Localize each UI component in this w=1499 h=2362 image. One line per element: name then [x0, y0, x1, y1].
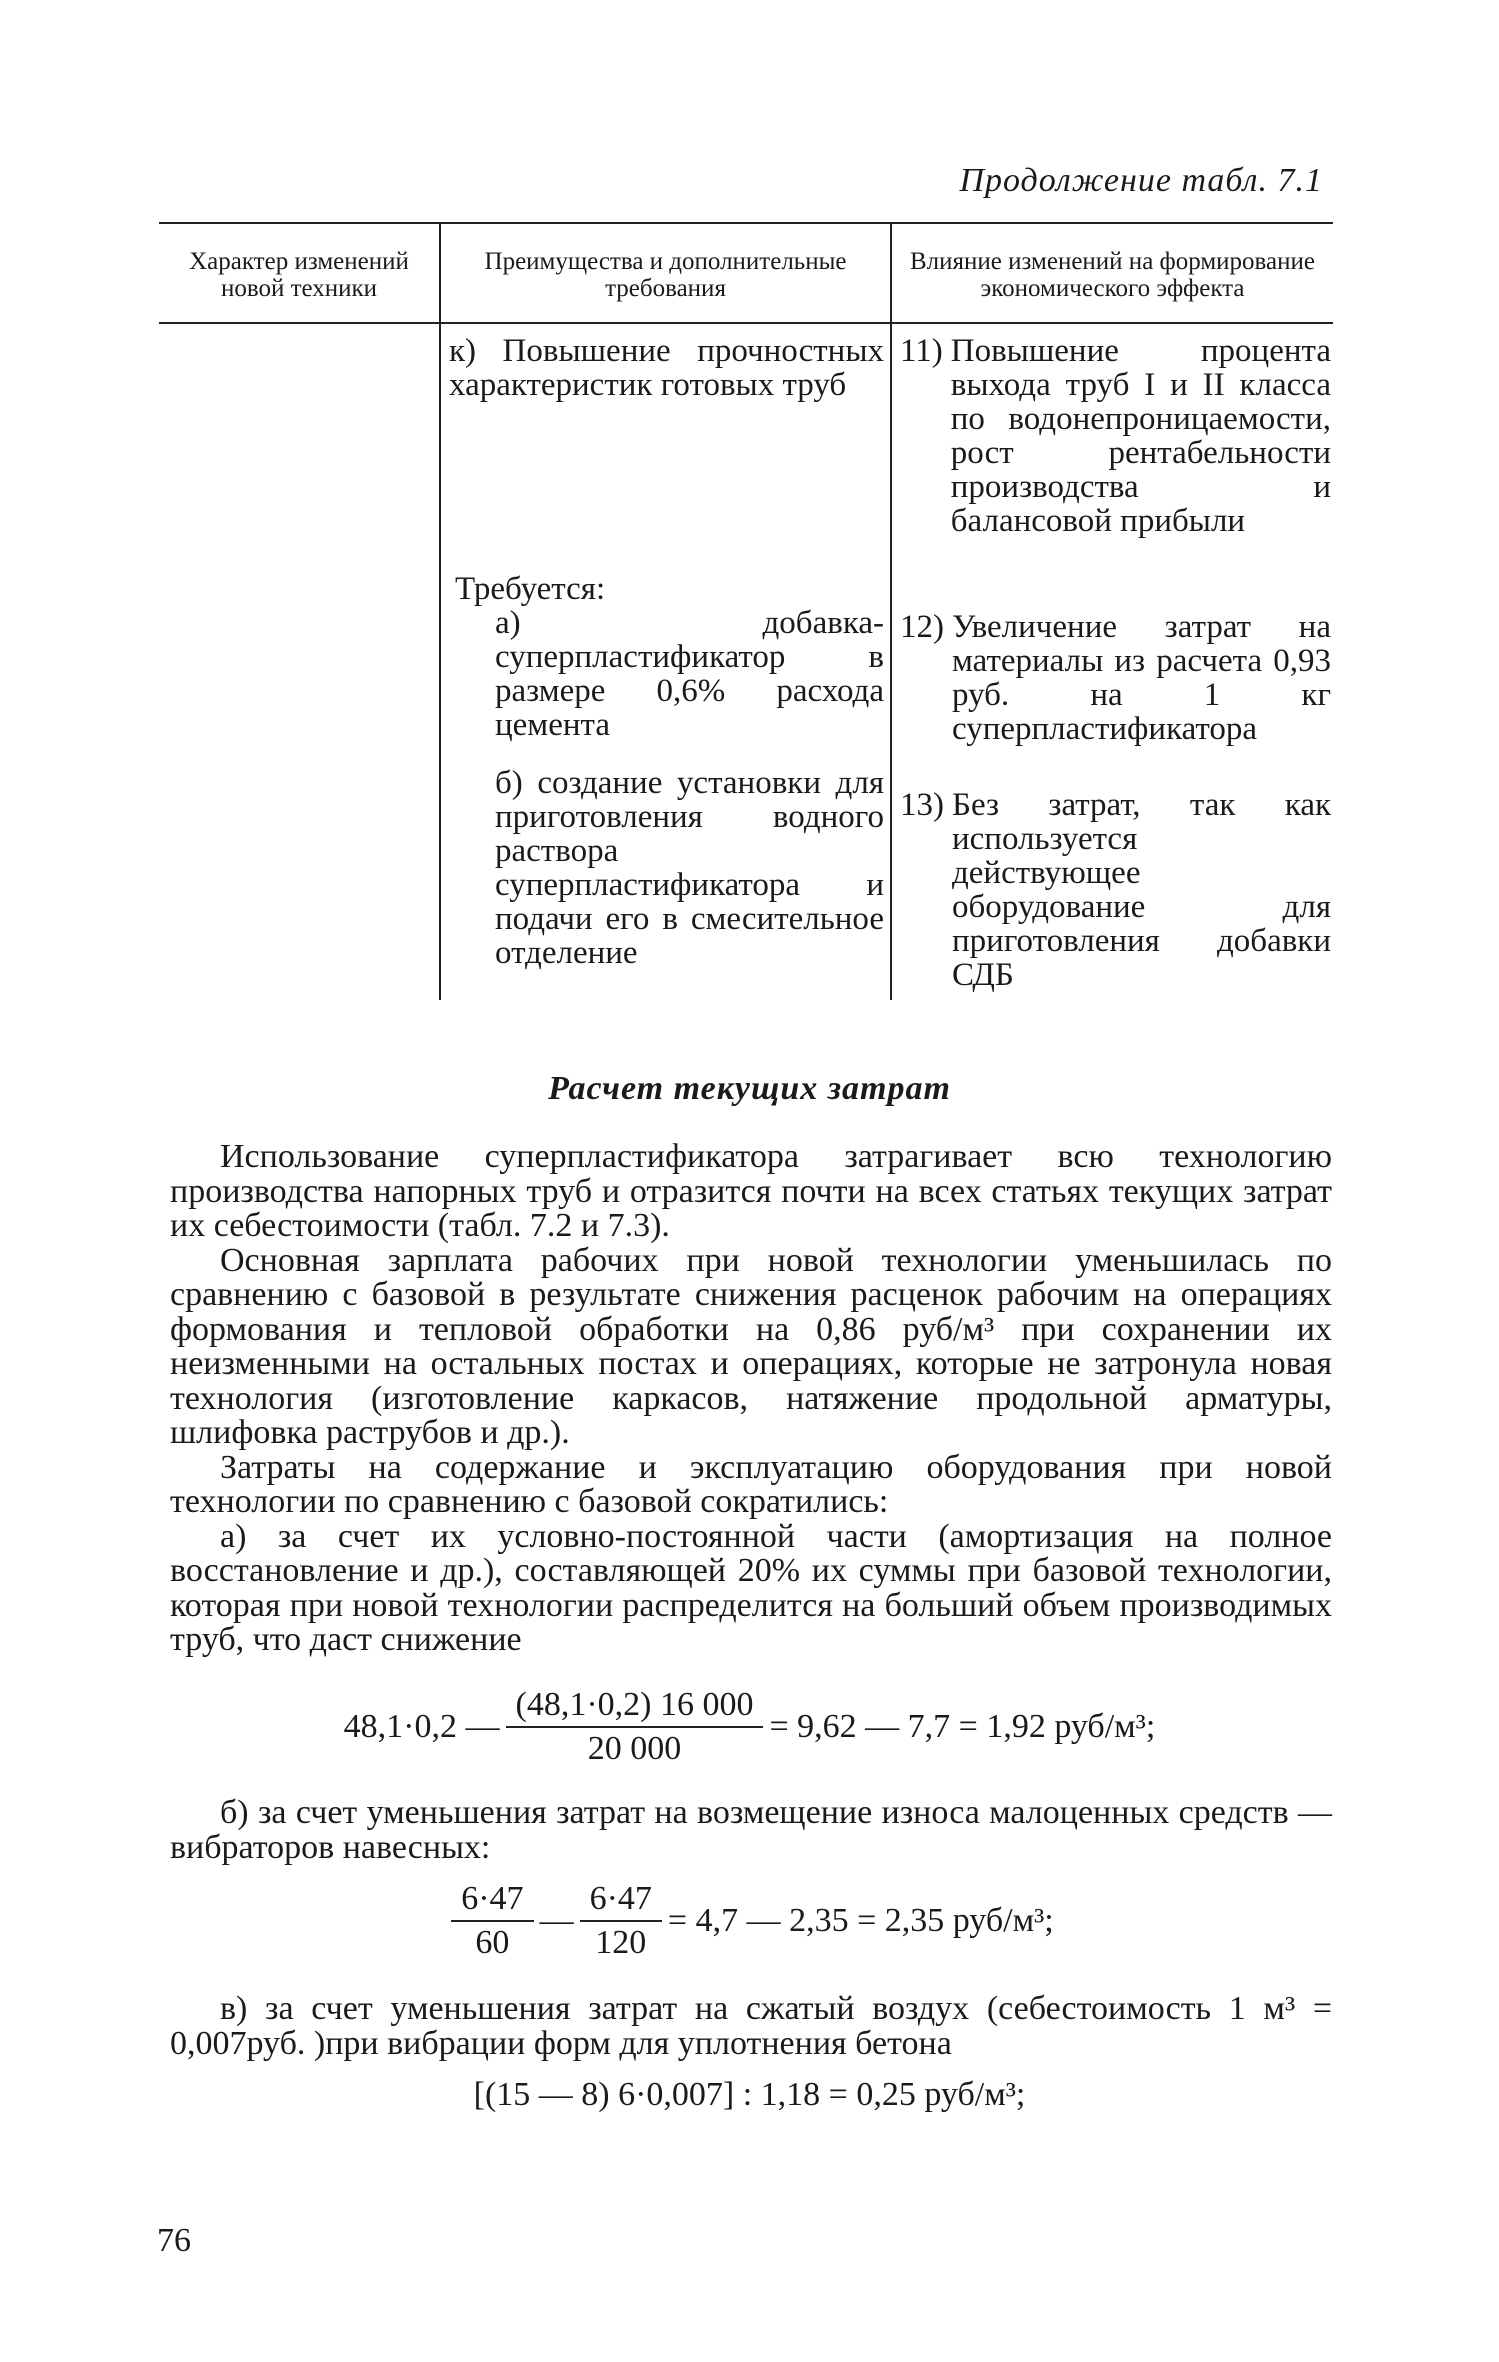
formula-fraction [506, 1686, 764, 1768]
formula-right: = 4,7 — 2,35 = 2,35 руб/м³; [667, 1902, 1054, 1939]
table-cell-empty [159, 323, 440, 1000]
denominator: 60 [475, 1924, 510, 1961]
table-header-row [159, 223, 1333, 323]
page-number: 76 [157, 2222, 191, 2259]
paragraph: а) за счет их условно-постоянной части (амортизация на полное восстановление и др.), составляющей 20% их суммы при базовой технологии, которая при новой технологии распределится на больший объем производимых труб, что даст снижение [170, 1517, 1332, 1658]
table-7-1 [159, 222, 1333, 1000]
denominator: 120 [595, 1924, 647, 1961]
table-cell [440, 323, 891, 1000]
item-number: 13) [900, 787, 944, 823]
body-text-block [170, 1140, 1332, 1658]
section-title: Расчет текущих затрат [548, 1070, 951, 1107]
paragraph: в) за счет уменьшения затрат на сжатый воздух (себестоимость 1 м³ = 0,007руб. )при вибрации форм для уплотнения бетона [170, 1990, 1332, 2062]
table-cell [891, 323, 1333, 1000]
requirement-b: б) создание установки для приготовления водного раствора суперпластификатора и подачи его в смесительное отделение [495, 765, 884, 971]
table-header-cell: Характер изменений новой техники [159, 223, 440, 323]
formula-text: [(15 — 8) 6·0,007] : 1,18 = 0,25 руб/м³; [473, 2076, 1026, 2113]
formula-fraction [580, 1880, 662, 1962]
table-header-cell: Преимущества и дополнительные требования [440, 223, 891, 323]
item-text: Без затрат, так как используется действующее оборудование для приготовления добавки СДБ [952, 787, 1331, 993]
body-text-block [170, 1992, 1332, 2061]
paragraph: б) за счет уменьшения затрат на возмещение износа малоценных средств — вибраторов навесных: [170, 1794, 1332, 1866]
formula-3 [0, 2076, 1499, 2114]
table-row [159, 323, 1333, 1000]
paragraph: Основная зарплата рабочих при новой технологии уменьшилась по сравнению с базовой в результате снижения расценок рабочим на операциях формования и тепловой обработки на 0,86 руб/м³ при сохранении их неизменными на остальных постах и операциях, которые не затронула новая технология (изготовление каркасов, натяжение продольной арматуры, шлифовка раструбов и др.). [170, 1241, 1332, 1451]
effect-item-13 [900, 788, 1331, 992]
formula-left: 48,1·0,2 — [343, 1708, 500, 1745]
formula-fraction [451, 1880, 533, 1962]
table-continuation-label: Продолжение табл. 7.1 [959, 162, 1323, 199]
formula-minus: — [539, 1902, 574, 1939]
required-label: Требуется: [455, 571, 606, 607]
requirement-a: а) добавка-суперпластификатор в размере 0,6% расхода цемента [495, 605, 884, 743]
denominator: 20 000 [587, 1730, 682, 1767]
effect-item-12 [900, 610, 1331, 788]
body-text-block [170, 1796, 1332, 1865]
item-number: 11) [900, 333, 943, 369]
effect-item-11 [900, 334, 1331, 610]
item-number: 12) [900, 609, 944, 645]
item-text: Повышение процента выхода труб I и II класса по водонепроницаемости, рост рентабельности производства и балансовой прибыли [950, 333, 1331, 539]
item-k: к) Повышение прочностных характеристик готовых труб [449, 333, 884, 403]
item-text: Увеличение затрат на материалы из расчета 0,93 руб. на 1 кг суперпластификатора [952, 609, 1331, 747]
table-header-cell: Влияние изменений на формирование экономического эффекта [891, 223, 1333, 323]
numerator: 6·47 [451, 1880, 533, 1922]
formula-1 [0, 1686, 1499, 1768]
formula-right: = 9,62 — 7,7 = 1,92 руб/м³; [769, 1708, 1156, 1745]
formula-2 [0, 1880, 1499, 1962]
paragraph: Затраты на содержание и эксплуатацию оборудования при новой технологии по сравнению с базовой сократились: [170, 1448, 1332, 1520]
numerator: 6·47 [580, 1880, 662, 1922]
numerator: (48,1·0,2) 16 000 [506, 1686, 764, 1728]
paragraph: Использование суперпластификатора затрагивает всю технологию производства напорных труб и отразится почти на всех статьях текущих затрат их себестоимости (табл. 7.2 и 7.3). [170, 1138, 1332, 1244]
